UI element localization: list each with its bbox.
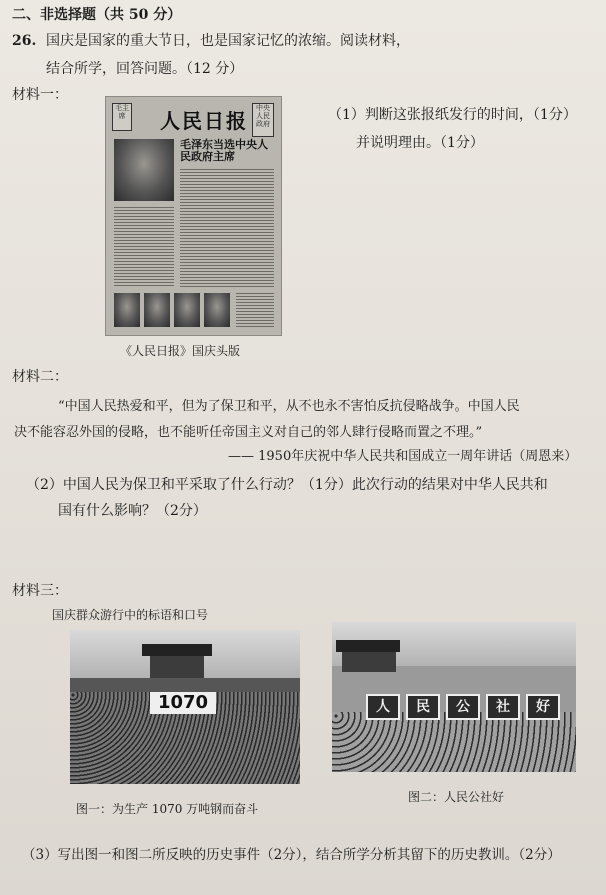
newspaper-caption: 《人民日报》国庆头版 [120, 344, 241, 358]
portrait-small-3 [174, 293, 200, 327]
figure1-caption: 图一：为生产 1070 万吨钢而奋斗 [76, 802, 259, 816]
slogan-char-2: 民 [406, 694, 440, 720]
slogan-char-3: 公 [446, 694, 480, 720]
quote-line2: 决不能容忍外国的侵略，也不能听任帝国主义对自己的邻人肆行侵略而置之不理。” [14, 425, 483, 440]
q1-line2: 并说明理由。（1分） [356, 135, 484, 151]
section-title: 二、非选择题（共 50 分） [12, 7, 182, 23]
figure1-gate-roof [142, 644, 212, 656]
figure1-photo [70, 630, 300, 784]
question-intro-line1: 国庆是国家的重大节日，也是国家记忆的浓缩。阅读材料， [46, 33, 410, 49]
q3: （3）写出图一和图二所反映的历史事件（2分），结合所学分析其留下的历史教训。（2分） [22, 847, 561, 863]
figure1-sign: 1070 [150, 692, 216, 714]
quote-line1: “中国人民热爱和平，但为了保卫和平，从不也永不害怕反抗侵略战争。中国人民 [58, 399, 520, 414]
figure2-photo [332, 622, 576, 772]
material2-label: 材料二： [12, 369, 68, 385]
newspaper-masthead: 人民日报 [160, 109, 248, 133]
newspaper-text-bottom [236, 293, 274, 327]
material3-subtitle: 国庆群众游行中的标语和口号 [52, 608, 209, 622]
figure2-crowd [332, 712, 576, 772]
slogan-char-5: 好 [526, 694, 560, 720]
figure2-gate [342, 652, 396, 672]
slogan-char-1: 人 [366, 694, 400, 720]
portrait-small-1 [114, 293, 140, 327]
newspaper-headline: 毛泽东当选中央人民政府主席 [180, 138, 268, 163]
material3-label: 材料三： [12, 583, 68, 599]
figure2-caption: 图二：人民公社好 [408, 790, 505, 804]
newspaper-image [105, 96, 282, 336]
portrait-small-2 [144, 293, 170, 327]
newspaper-text-columns-left [114, 207, 174, 287]
newspaper-right-box: 中央人民政府 [252, 103, 274, 137]
figure1-wall [70, 678, 300, 692]
quote-source: —— 1950年庆祝中华人民共和国成立一周年讲话（周恩来） [228, 449, 578, 464]
q1-line1: （1）判断这张报纸发行的时间，（1分） [328, 107, 577, 123]
slogan-char-4: 社 [486, 694, 520, 720]
portrait-small-4 [204, 293, 230, 327]
material1-label: 材料一： [12, 87, 68, 103]
q2-line2: 国有什么影响？（2分） [58, 503, 207, 519]
question-number: 26. [12, 33, 37, 49]
newspaper-left-box: 毛主席 [112, 103, 132, 131]
figure1-gate [150, 656, 204, 678]
newspaper-text-columns [180, 169, 274, 289]
question-intro-line2: 结合所学，回答问题。（12 分） [46, 61, 244, 77]
portrait-photo [114, 139, 174, 201]
q2-line1: （2）中国人民为保卫和平采取了什么行动？（1分）此次行动的结果对中华人民共和 [26, 477, 548, 493]
figure2-gate-roof [336, 640, 400, 652]
